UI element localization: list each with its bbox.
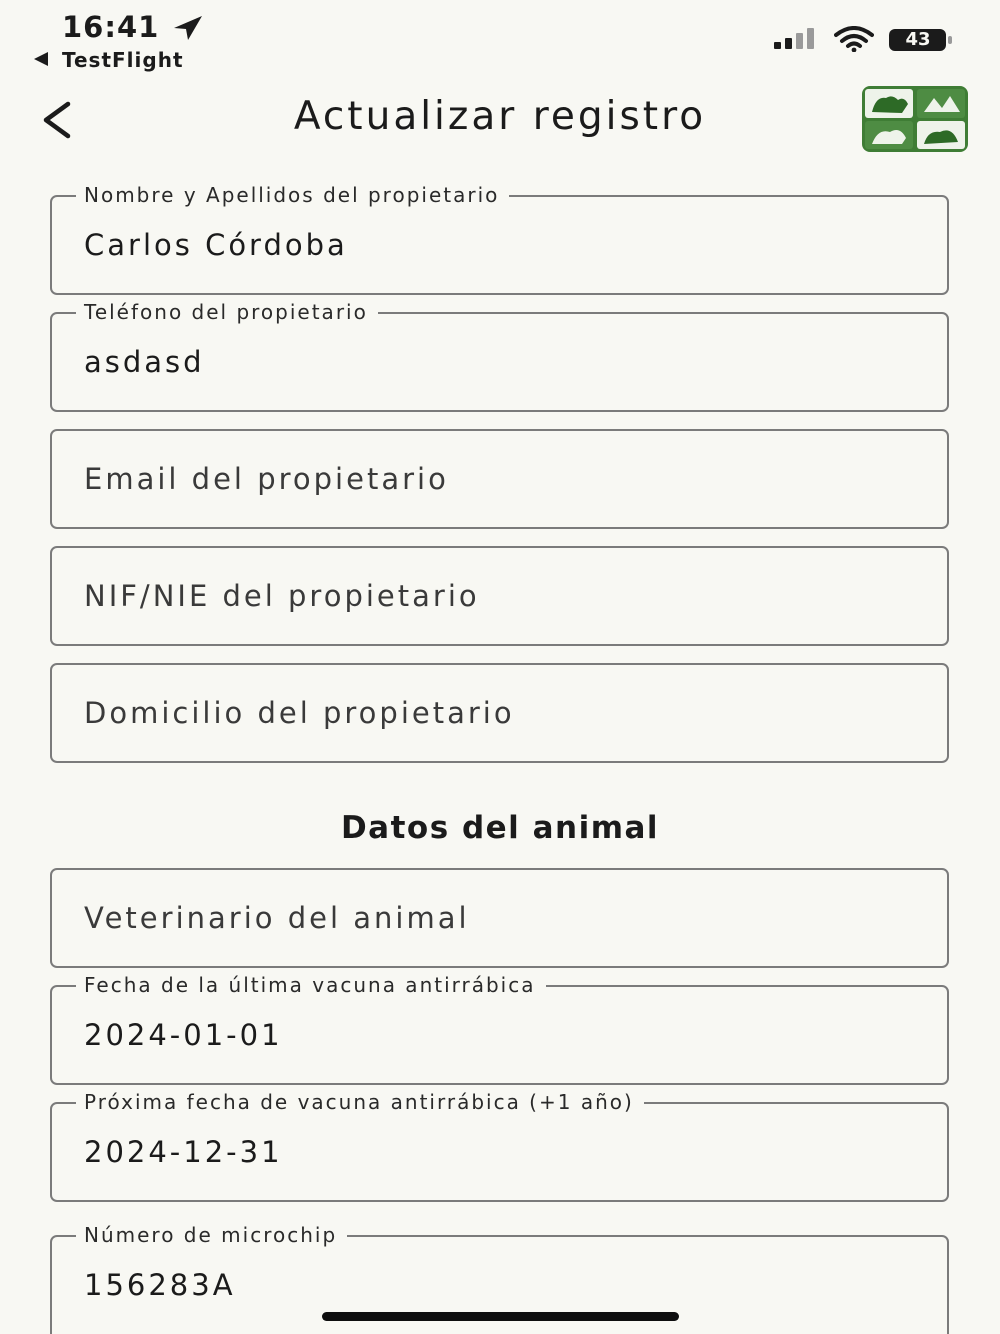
owner-email-placeholder: Email del propietario <box>84 462 449 496</box>
app-logo <box>862 86 968 152</box>
signal-icon <box>774 28 820 50</box>
battery-level: 43 <box>905 29 931 50</box>
wifi-icon <box>834 26 874 52</box>
last-vaccine-date-label: Fecha de la última vacuna antirrábica <box>76 972 546 998</box>
vet-placeholder: Veterinario del animal <box>84 901 470 935</box>
owner-name-value: Carlos Córdoba <box>84 228 348 262</box>
section-title-animal: Datos del animal <box>340 810 660 846</box>
status-time: 16:41 <box>62 10 160 44</box>
next-vaccine-date-label: Próxima fecha de vacuna antirrábica (+1 año) <box>76 1089 644 1115</box>
owner-name-label: Nombre y Apellidos del propietario <box>76 182 509 208</box>
owner-phone-value: asdasd <box>84 345 205 379</box>
next-vaccine-date-value: 2024-12-31 <box>84 1135 283 1169</box>
status-bar <box>0 0 1000 80</box>
owner-address-placeholder: Domicilio del propietario <box>84 696 515 730</box>
owner-nif-placeholder: NIF/NIE del propietario <box>84 579 480 613</box>
next-vaccine-date-field[interactable] <box>50 1090 949 1202</box>
microchip-value: 156283A <box>84 1268 236 1302</box>
owner-phone-label: Teléfono del propietario <box>76 299 378 325</box>
battery-icon <box>888 28 954 52</box>
back-to-testflight[interactable] <box>34 48 184 72</box>
home-indicator[interactable] <box>322 1312 679 1321</box>
microchip-label: Número de microchip <box>76 1222 347 1248</box>
vet-field[interactable] <box>50 868 949 968</box>
owner-phone-field[interactable] <box>50 300 949 412</box>
page-title: Actualizar registro <box>293 94 707 139</box>
back-app-label: TestFlight <box>62 48 184 72</box>
last-vaccine-date-field[interactable] <box>50 973 949 1085</box>
last-vaccine-date-value: 2024-01-01 <box>84 1018 283 1052</box>
owner-name-field[interactable] <box>50 183 949 295</box>
owner-email-field[interactable] <box>50 429 949 529</box>
location-arrow-icon <box>170 14 204 42</box>
owner-address-field[interactable] <box>50 663 949 763</box>
back-triangle-icon <box>34 52 48 66</box>
nav-header <box>0 84 1000 156</box>
owner-nif-field[interactable] <box>50 546 949 646</box>
